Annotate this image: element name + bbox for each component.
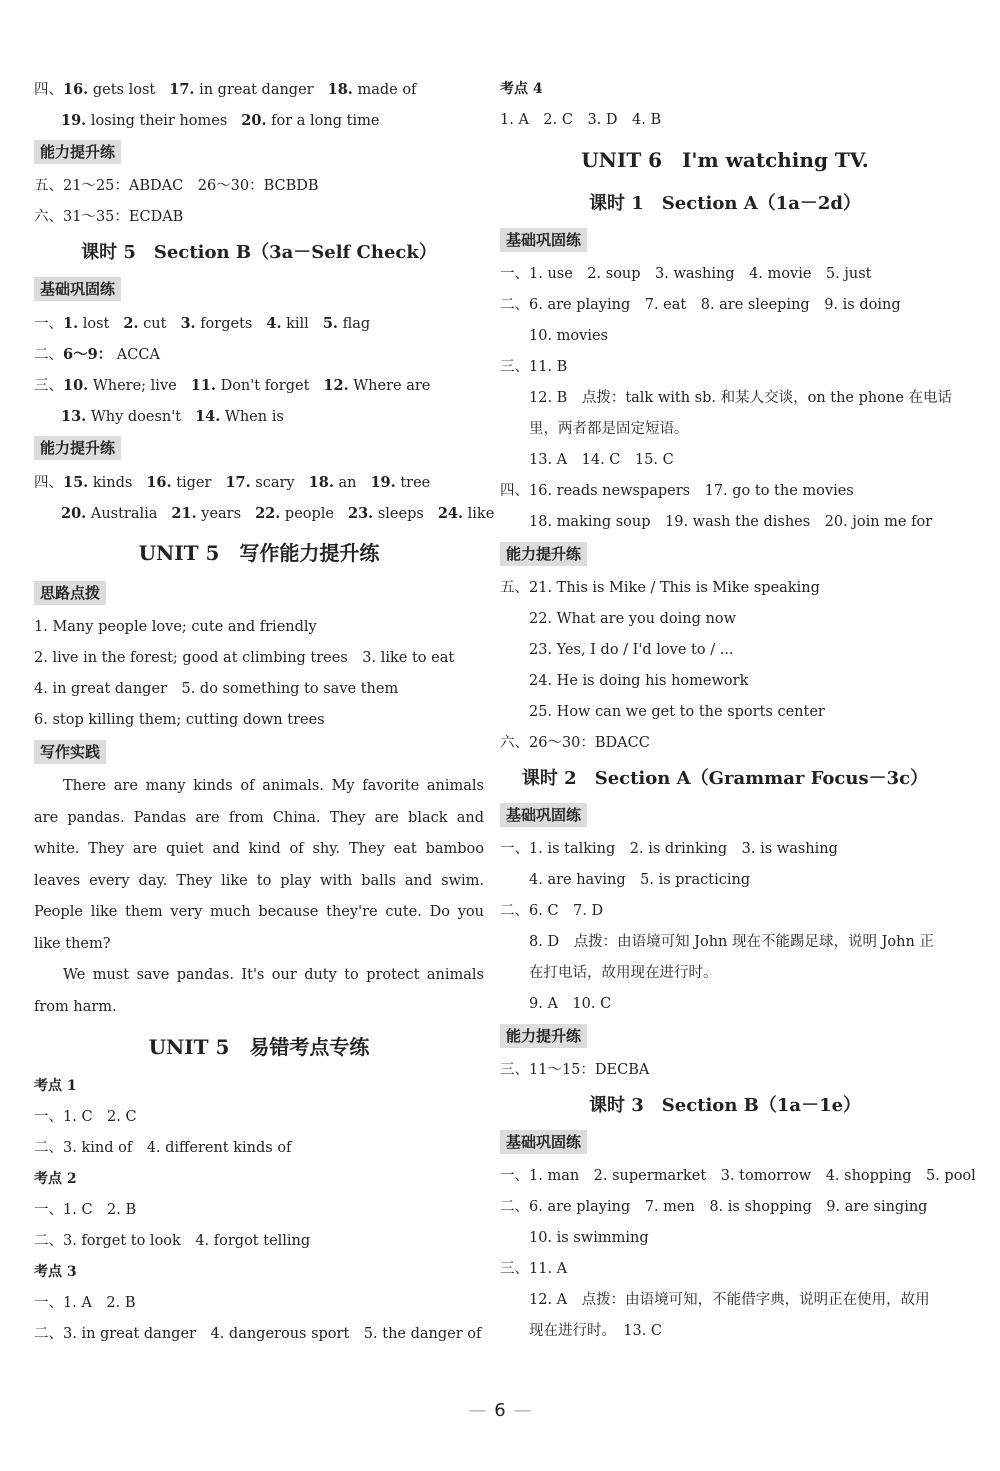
lesson-heading: 课时 2 Section A（Grammar Focus－3c）: [521, 768, 929, 789]
item-answer: lost: [82, 316, 110, 332]
answer-item: [146, 467, 211, 499]
item-answer: tiger: [176, 475, 212, 491]
label-row: [500, 224, 950, 259]
item-answer: gets lost: [92, 82, 156, 98]
item-number: 16.: [63, 81, 89, 98]
essay-paragraph: We must save pandas. It's our duty to protect animals from harm.: [34, 967, 484, 1015]
answer-row: 一、1. C 2. C: [34, 1109, 137, 1125]
item-answer: ACCA: [116, 347, 160, 363]
item-number: 11.: [190, 377, 216, 394]
item-answer: Where; live: [92, 378, 177, 394]
item-number: 5.: [322, 315, 338, 332]
item-number: 18.: [327, 81, 353, 98]
label-jichu: 基础巩固练: [34, 277, 121, 301]
label-xiezuo: 写作实践: [34, 740, 106, 764]
answer-row: 二、3. in great danger 4. dangerous sport 5. the danger of: [34, 1326, 482, 1342]
answer-row: 9. A 10. C: [500, 996, 612, 1012]
answer-item: [328, 74, 417, 106]
answer-item: [438, 498, 495, 530]
answer-row: 二、6. are playing 7. men 8. is shopping 9. are singing: [500, 1199, 928, 1215]
label-row: [34, 273, 484, 308]
hint-row: 6. stop killing them; cutting down trees: [34, 712, 325, 728]
item-answer: scary: [255, 475, 295, 491]
item-answer: Where are: [353, 378, 431, 394]
answer-row: 10. movies: [500, 328, 608, 344]
label-nengli: 能力提升练: [500, 542, 587, 566]
label-silu: 思路点拨: [34, 581, 106, 605]
lesson5-answers-2: [34, 467, 495, 529]
item-number: 1.: [63, 315, 79, 332]
item-number: 17.: [169, 81, 195, 98]
row-prefix: 四、: [34, 475, 63, 491]
item-answer: years: [201, 506, 242, 522]
item-answer: people: [284, 506, 334, 522]
kaodian-heading: 考点 2: [34, 1171, 77, 1187]
label-jichu: 基础巩固练: [500, 1130, 587, 1154]
hint-row: 4. in great danger 5. do something to save them: [34, 681, 399, 697]
answer-item: [171, 498, 241, 530]
answer-row: 一、1. is talking 2. is drinking 3. is washing: [500, 841, 838, 857]
hint-row: 2. live in the forest; good at climbing trees 3. like to eat: [34, 650, 455, 666]
label-jichu: 基础巩固练: [500, 803, 587, 827]
answer-row: 在打电话，故用现在进行时。: [500, 965, 718, 981]
answer-row: 现在进行时。 13. C: [500, 1323, 663, 1339]
item-answer: kill: [286, 316, 309, 332]
lesson1-answers-2: [500, 573, 950, 759]
answer-row: 12. A 点拨：由语境可知，不能借字典，说明正在使用，故用: [500, 1292, 930, 1308]
row-prefix: 二、: [34, 347, 63, 363]
item-number: 14.: [195, 408, 221, 425]
section-4-answers: [34, 74, 484, 136]
item-answer: When is: [224, 409, 284, 425]
lesson1-answers: [500, 259, 953, 538]
label-nengli: 能力提升练: [500, 1024, 587, 1048]
item-answer: cut: [143, 316, 167, 332]
answer-item: [169, 74, 313, 106]
answer-item: [323, 370, 430, 402]
answer-row: 三、11～15：DECBA: [500, 1062, 650, 1078]
item-number: 18.: [308, 474, 334, 491]
label-row: [500, 1126, 950, 1161]
answer-row: [34, 498, 495, 529]
right-column: [500, 74, 976, 1347]
item-answer: forgets: [200, 316, 253, 332]
answer-row: 18. making soup 19. wash the dishes 20. join me for: [500, 514, 933, 530]
label-row: [34, 736, 484, 771]
answer-item: [309, 467, 357, 499]
item-answer: an: [338, 475, 357, 491]
item-answer: losing their homes: [90, 113, 228, 129]
answer-row: 4. are having 5. is practicing: [500, 872, 751, 888]
label-row: [34, 432, 484, 467]
answer-row: [34, 467, 484, 498]
answer-item: [241, 105, 379, 137]
item-answer: sleeps: [377, 506, 424, 522]
answer-row: [34, 105, 484, 136]
item-answer: Why doesn't: [90, 409, 182, 425]
page-number: — 6 —: [468, 1400, 532, 1421]
item-number: 13.: [61, 408, 87, 425]
answer-item: [63, 339, 160, 371]
essay-paragraph: There are many kinds of animals. My favorite animals are pandas. Pandas are from China. They are black and white. They are quiet and kind of shy. They eat bamboo leaves every day. They like to play with balls and swim. People like them very much because they're cute. Do you like them?: [34, 778, 484, 952]
answer-row: 二、6. C 7. D: [500, 903, 604, 919]
item-number: 3.: [180, 315, 196, 332]
item-answer: in great danger: [199, 82, 314, 98]
item-number: 17.: [225, 474, 251, 491]
answer-row: 二、6. are playing 7. eat 8. are sleeping 9. is doing: [500, 297, 901, 313]
item-answer: tree: [400, 475, 431, 491]
answer-row: 三、11. A: [500, 1261, 568, 1277]
label-row: [500, 538, 950, 573]
row-prefix: 四、: [34, 82, 63, 98]
label-row: [34, 577, 484, 612]
item-number: 22.: [255, 505, 281, 522]
answer-row: 一、1. A 2. B: [34, 1295, 136, 1311]
item-answer: like: [467, 506, 495, 522]
kaodian-heading: 考点 1: [34, 1078, 77, 1094]
item-number: 16.: [146, 474, 172, 491]
left-column: [34, 74, 495, 1350]
answer-row: 三、11. B: [500, 359, 568, 375]
answer-item: [180, 308, 252, 340]
answer-row: 10. is swimming: [500, 1230, 649, 1246]
answer-item: [195, 401, 284, 433]
item-number: 24.: [437, 505, 464, 522]
answer-item: [61, 498, 157, 530]
answer-row: [34, 308, 484, 339]
item-number: 12.: [323, 377, 349, 394]
answer-item: [323, 308, 370, 340]
answer-row: 12. B 点拨：talk with sb. 和某人交谈，on the phone 在电话: [500, 390, 953, 406]
label-row: [34, 136, 484, 171]
answer-row: 8. D 点拨：由语境可知 John 现在不能踢足球，说明 John 正: [500, 934, 934, 950]
unit-heading: UNIT 5 写作能力提升练: [138, 541, 380, 565]
answer-row: [34, 74, 484, 105]
essay: [34, 771, 484, 1023]
item-number: 19.: [61, 112, 87, 129]
answer-row: 23. Yes, I do / I'd love to / ...: [500, 642, 734, 658]
page-number-text: 6: [494, 1400, 506, 1421]
item-answer: flag: [342, 316, 371, 332]
answer-item: [123, 308, 166, 340]
answer-row: 25. How can we get to the sports center: [500, 704, 825, 720]
answer-item: [266, 308, 308, 340]
unit-heading: UNIT 6 I'm watching TV.: [581, 148, 869, 172]
item-answer: Don't forget: [220, 378, 310, 394]
label-nengli: 能力提升练: [34, 140, 121, 164]
answer-item: [63, 74, 155, 106]
item-number: 20.: [241, 112, 267, 129]
item-number: 19.: [370, 474, 396, 491]
kaodian-heading: 考点 3: [34, 1264, 77, 1280]
answer-row: 22. What are you doing now: [500, 611, 736, 627]
item-number: 4.: [266, 315, 282, 332]
label-nengli: 能力提升练: [34, 436, 121, 460]
answer-row: [34, 370, 484, 401]
answer-row: [34, 401, 484, 432]
answer-item: [63, 370, 177, 402]
answer-row: 13. A 14. C 15. C: [500, 452, 674, 468]
answer-row: 一、1. man 2. supermarket 3. tomorrow 4. shopping 5. pool: [500, 1168, 976, 1184]
item-number: 15.: [63, 474, 89, 491]
answer-row: 1. A 2. C 3. D 4. B: [500, 112, 662, 128]
answer-row: 24. He is doing his homework: [500, 673, 749, 689]
answer-row: [34, 339, 484, 370]
answer-item: [63, 308, 109, 340]
row-prefix: 三、: [34, 378, 63, 394]
lesson3-answers: [500, 1161, 976, 1347]
answer-row: 四、16. reads newspapers 17. go to the movies: [500, 483, 854, 499]
answer-item: [61, 105, 227, 137]
lesson-heading: 课时 5 Section B（3a－Self Check）: [81, 242, 437, 263]
answer-item: [191, 370, 310, 402]
answer-item: [61, 401, 181, 433]
label-row: [500, 799, 950, 834]
answer-row: 二、3. kind of 4. different kinds of: [34, 1140, 292, 1156]
answer-row: 一、1. C 2. B: [34, 1202, 137, 1218]
item-answer: Australia: [90, 506, 158, 522]
lesson5-answers: [34, 308, 484, 432]
answer-item: [255, 498, 334, 530]
item-number: 21.: [171, 505, 197, 522]
answer-row: 里，两者都是固定短语。: [500, 421, 689, 437]
lesson-heading: 课时 3 Section B（1a－1e）: [588, 1095, 862, 1116]
answer-item: [370, 467, 430, 499]
item-number: 2.: [123, 315, 139, 332]
item-answer: made of: [357, 82, 417, 98]
answer-row: 六、26～30：BDACC: [500, 735, 650, 751]
answer-row: 五、21. This is Mike / This is Mike speaking: [500, 580, 820, 596]
kaodian-heading: 考点 4: [500, 81, 543, 97]
unit-heading: UNIT 5 易错考点专练: [148, 1035, 370, 1059]
answer-item: [225, 467, 294, 499]
answer-item: [348, 498, 424, 530]
item-number: 6～9：: [63, 346, 113, 363]
answer-row: 五、21～25：ABDAC 26～30：BCBDB: [34, 178, 319, 194]
answer-row: 六、31～35：ECDAB: [34, 209, 184, 225]
label-row: [500, 1020, 950, 1055]
answer-row: 二、3. forget to look 4. forgot telling: [34, 1233, 311, 1249]
answer-item: [63, 467, 132, 499]
row-prefix: 一、: [34, 316, 63, 332]
label-jichu: 基础巩固练: [500, 228, 587, 252]
item-number: 20.: [61, 505, 87, 522]
lesson2-answers: [500, 834, 950, 1020]
hint-row: 1. Many people love; cute and friendly: [34, 619, 317, 635]
item-answer: for a long time: [271, 113, 380, 129]
item-number: 23.: [348, 505, 374, 522]
item-answer: kinds: [92, 475, 133, 491]
lesson-heading: 课时 1 Section A（1a－2d）: [589, 193, 861, 214]
answer-row: 一、1. use 2. soup 3. washing 4. movie 5. just: [500, 266, 872, 282]
item-number: 10.: [63, 377, 89, 394]
